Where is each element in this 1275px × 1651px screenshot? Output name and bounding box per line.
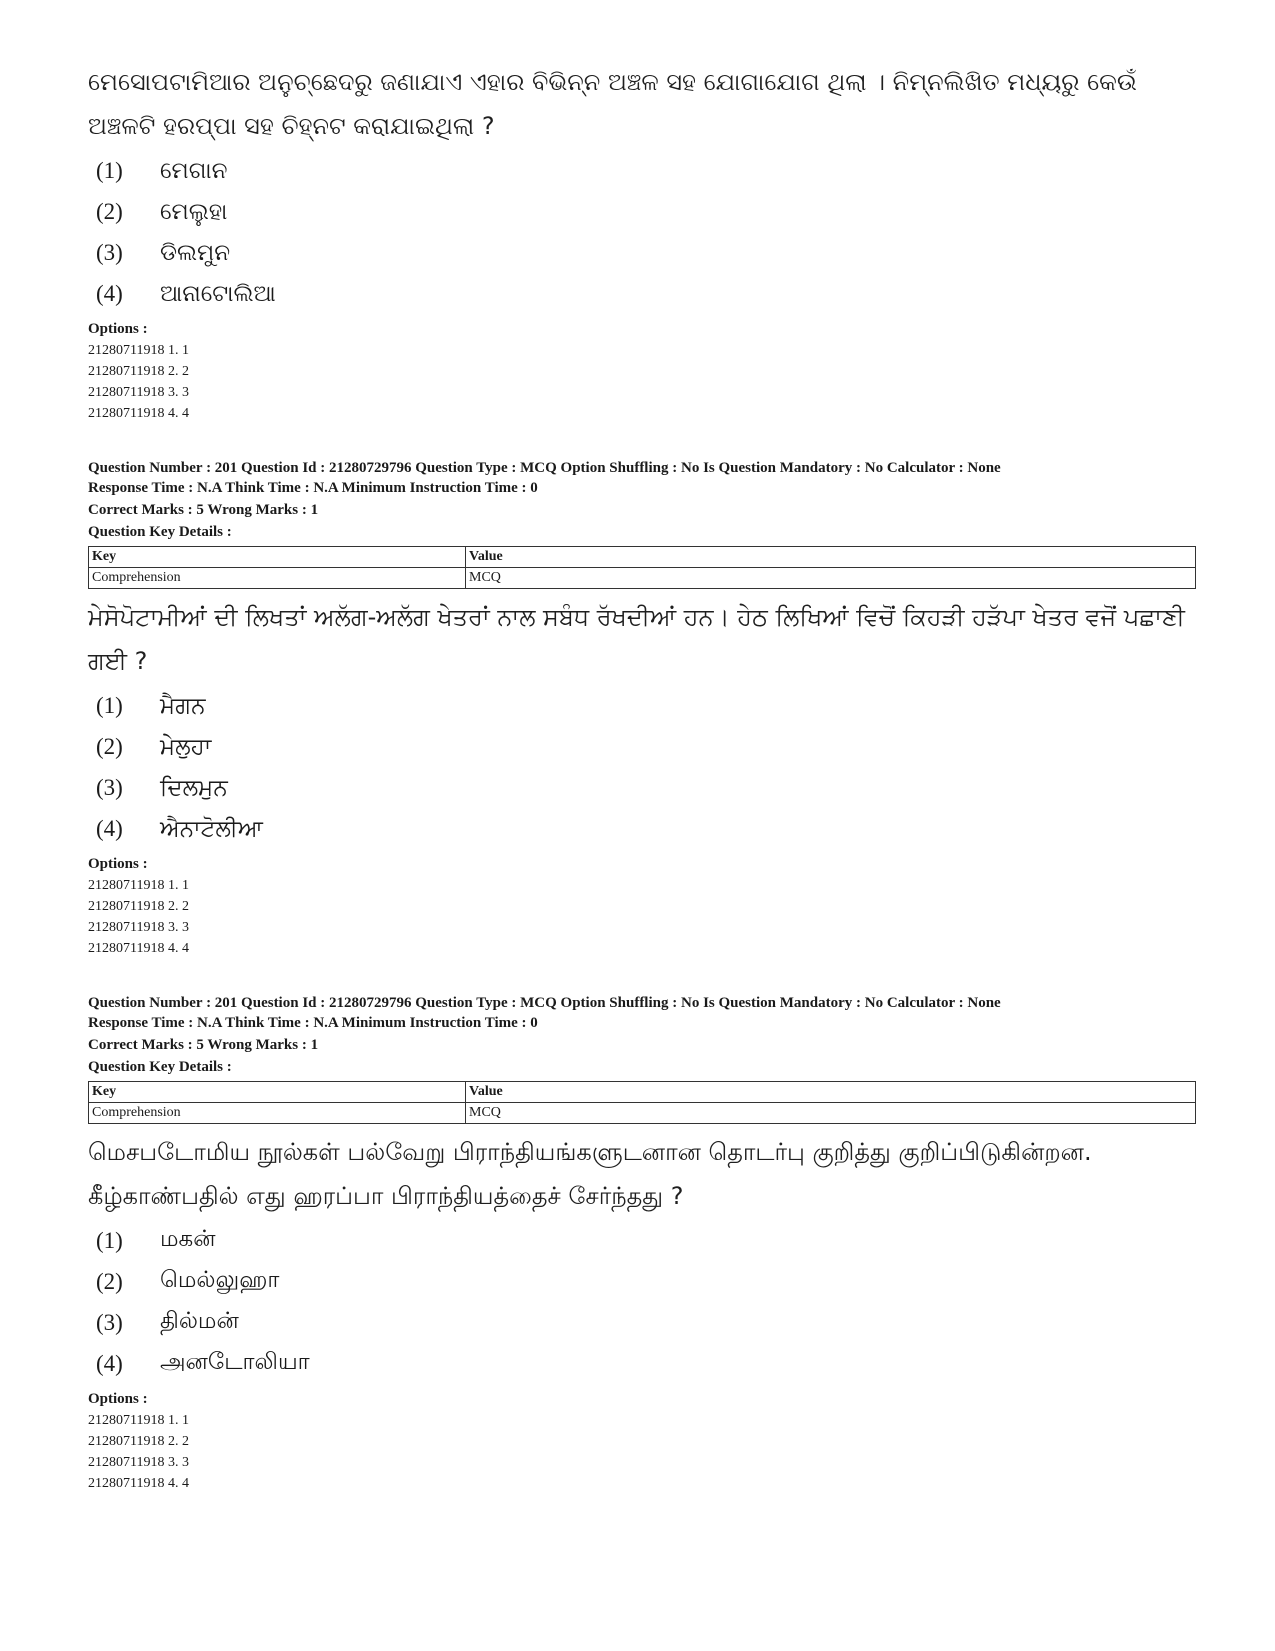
key-details-label: Question Key Details :: [88, 524, 232, 540]
table-cell-key: Comprehension: [89, 1103, 466, 1124]
question-text: மெசபடோமிய நூல்கள் பல்வேறு பிராந்தியங்களுடனான தொடர்பு குறித்து குறிப்பிடுகின்றன. கீழ்காண்பதில் எது ஹரப்பா பிராந்தியத்தைச் சேர்ந்தது ?: [88, 1138, 1092, 1210]
option-number: (3): [96, 239, 123, 265]
option-item: [96, 726, 1198, 767]
meta-line: Question Number : 201 Question Id : 21280729796 Question Type : MCQ Option Shuffling : No Is Question Mandatory : No Calculator : None: [88, 995, 1001, 1011]
table-header-value: Value: [466, 1082, 1196, 1103]
option-text: ମେଲୁହା: [160, 198, 228, 225]
marks-line: Correct Marks : 5 Wrong Marks : 1: [88, 1037, 319, 1053]
table-header-key: Key: [89, 1082, 466, 1103]
option-item: [96, 273, 1198, 314]
option-id: 21280711918 4. 4: [88, 406, 189, 421]
table-row: [89, 547, 1196, 568]
option-id: 21280711918 3. 3: [88, 920, 189, 935]
option-id: 21280711918 2. 2: [88, 364, 189, 379]
table-cell-key: Comprehension: [89, 568, 466, 589]
question-text: ਮੇਸੋਪੋਟਾਮੀਆਂ ਦੀ ਲਿਖਤਾਂ ਅਲੱਗ-ਅਲੱਗ ਖੇਤਰਾਂ ਨਾਲ ਸਬੰਧ ਰੱਖਦੀਆਂ ਹਨ। ਹੇਠ ਲਿਖਿਆਂ ਵਿਚੋਂ ਕਿਹੜੀ ਹੜੱਪਾ ਖੇਤਰ ਵਜੋਂ ਪਛਾਣੀ ਗਈ ?: [88, 603, 1185, 675]
option-text: மெல்லுஹா: [160, 1267, 280, 1293]
spacer: [88, 959, 1198, 993]
option-number: (4): [96, 1350, 123, 1376]
option-number: (4): [96, 815, 123, 841]
option-item: [96, 150, 1198, 191]
table-row: [89, 568, 1196, 589]
option-id: 21280711918 2. 2: [88, 1434, 189, 1449]
table-cell-value: MCQ: [466, 1103, 1196, 1124]
option-item: [96, 808, 1198, 849]
question-meta: [88, 458, 1198, 542]
option-number: (2): [96, 1268, 123, 1294]
option-number: (1): [96, 1227, 123, 1253]
option-text: ਐਨਾਟੋਲੀਆ: [160, 815, 263, 842]
option-item: [96, 1261, 1198, 1302]
meta-line: Response Time : N.A Think Time : N.A Minimum Instruction Time : 0: [88, 1015, 538, 1031]
option-id: 21280711918 4. 4: [88, 941, 189, 956]
option-item: [96, 1302, 1198, 1343]
option-number: (2): [96, 733, 123, 759]
question-text: ମେସୋପଟାମିଆର ଅନୁଚ୍ଛେଦରୁ ଜଣାଯାଏ ଏହାର ବିଭିନ୍ନ ଅଞ୍ଚଳ ସହ ଯୋଗାଯୋଗ ଥିଲା । ନିମ୍ନଲିଖିତ ମଧ୍ୟରୁ କେଉଁ ଅଞ୍ଚଳଟି ହରପ୍ପା ସହ ଚିହ୍ନଟ କରାଯାଇଥିଲା ?: [88, 68, 1137, 140]
options-label: Options :: [88, 321, 148, 337]
table-row: [89, 1103, 1196, 1124]
question-paper-page: [88, 60, 1198, 1494]
option-id: 21280711918 1. 1: [88, 878, 189, 893]
table-header-key: Key: [89, 547, 466, 568]
option-text: ਮੇਲੁਹਾ: [160, 733, 212, 760]
option-text: அனடோலியா: [160, 1349, 310, 1375]
option-id: 21280711918 1. 1: [88, 343, 189, 358]
option-number: (3): [96, 1309, 123, 1335]
option-id: 21280711918 3. 3: [88, 1455, 189, 1470]
question-block-odia: [88, 60, 1198, 424]
option-item: [96, 1343, 1198, 1384]
option-number: (1): [96, 157, 123, 183]
option-number: (4): [96, 280, 123, 306]
option-number: (1): [96, 692, 123, 718]
key-table: [88, 1081, 1196, 1124]
question-block-punjabi: [88, 458, 1198, 959]
options-label: Options :: [88, 856, 148, 872]
option-id: 21280711918 2. 2: [88, 899, 189, 914]
table-cell-value: MCQ: [466, 568, 1196, 589]
options-list: [96, 150, 1198, 314]
table-header-value: Value: [466, 547, 1196, 568]
key-table: [88, 546, 1196, 589]
question-meta: [88, 993, 1198, 1077]
option-text: ਮੈਗਨ: [160, 692, 206, 719]
option-item: [96, 191, 1198, 232]
option-text: ਦਿਲਮੁਨ: [160, 774, 228, 801]
marks-line: Correct Marks : 5 Wrong Marks : 1: [88, 502, 319, 518]
option-number: (3): [96, 774, 123, 800]
option-text: ମେଗାନ: [160, 157, 228, 184]
option-item: [96, 767, 1198, 808]
options-list: [96, 1220, 1198, 1384]
option-id: 21280711918 1. 1: [88, 1413, 189, 1428]
option-item: [96, 685, 1198, 726]
option-item: [96, 232, 1198, 273]
question-block-tamil: [88, 993, 1198, 1494]
options-label: Options :: [88, 1391, 148, 1407]
spacer: [88, 424, 1198, 458]
option-item: [96, 1220, 1198, 1261]
option-text: ଡିଲମୁନ: [160, 239, 231, 266]
meta-line: Response Time : N.A Think Time : N.A Minimum Instruction Time : 0: [88, 480, 538, 496]
option-id: 21280711918 4. 4: [88, 1476, 189, 1491]
options-list: [96, 685, 1198, 849]
option-number: (2): [96, 198, 123, 224]
option-text: தில்மன்: [160, 1308, 239, 1334]
meta-line: Question Number : 201 Question Id : 21280729796 Question Type : MCQ Option Shuffling : No Is Question Mandatory : No Calculator : None: [88, 460, 1001, 476]
option-text: மகன்: [160, 1226, 216, 1252]
key-details-label: Question Key Details :: [88, 1059, 232, 1075]
option-id: 21280711918 3. 3: [88, 385, 189, 400]
option-text: ଆନାଟୋଲିଆ: [160, 280, 276, 307]
table-row: [89, 1082, 1196, 1103]
